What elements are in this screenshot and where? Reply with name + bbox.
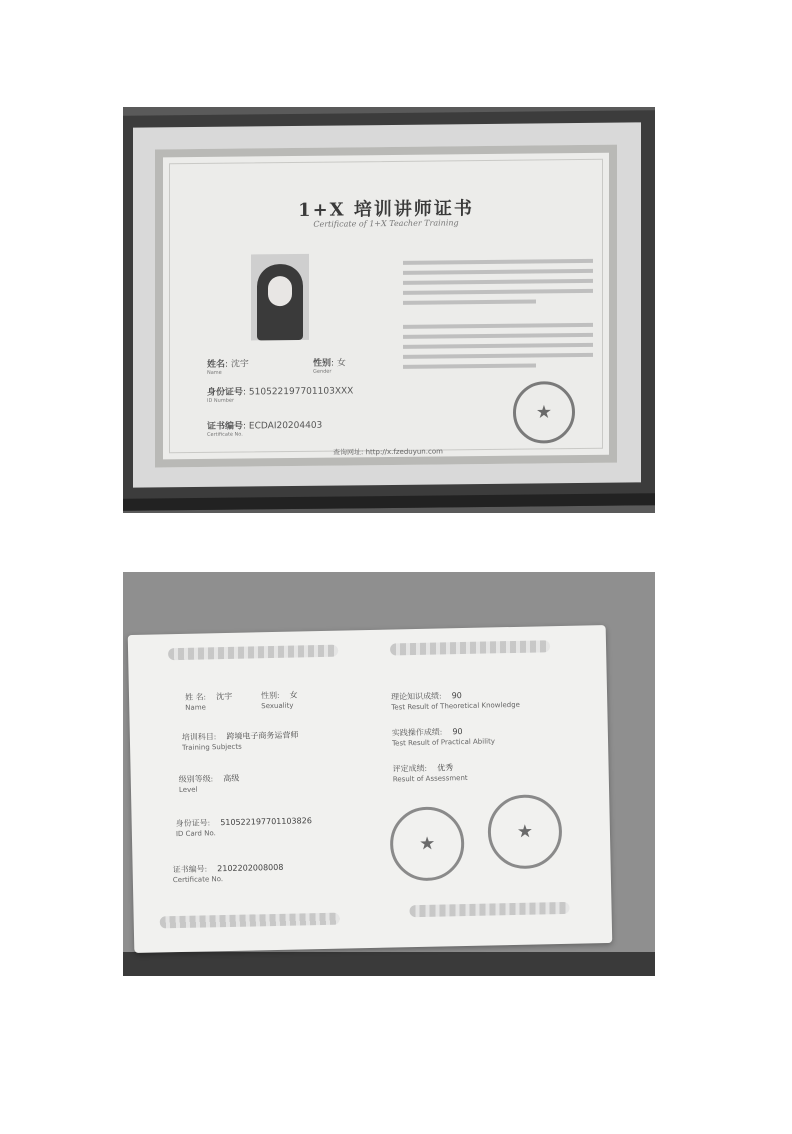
name-value: 沈宇 (230, 359, 249, 370)
assessment-result-field: 评定成绩: 优秀 Result of Assessment (392, 763, 468, 784)
id-label-en: ID Number (207, 397, 234, 404)
star-icon: ★ (516, 821, 534, 843)
theory-label-en: Test Result of Theoretical Knowledge (391, 700, 521, 712)
certificate-number-field: 证书编号: ECDAI20204403 Certificate No. (207, 420, 323, 438)
practice-result-field: 实践操作成绩: 90 Test Result of Practical Ability (391, 727, 496, 748)
certificate-photo-bottom (123, 572, 655, 976)
id-field: 身份证号: 510522197701103826 ID Card No. (175, 816, 312, 839)
gender-label-en: Gender (313, 368, 332, 375)
subject-label-en: Training Subjects (182, 742, 242, 752)
practice-label-en: Test Result of Practical Ability (391, 737, 496, 748)
cert-value: ECDAI20204403 (248, 420, 323, 432)
star-icon: ★ (535, 401, 553, 423)
id-label-en: ID Card No. (175, 829, 216, 839)
theory-value: 90 (451, 691, 462, 701)
bottom-ornament-right (409, 902, 569, 917)
theory-result-field: 理论知识成绩: 90 Test Result of Theoretical Knowledge (390, 691, 521, 712)
bottom-ornament-left (160, 913, 340, 929)
theory-label: 理论知识成绩 (390, 691, 440, 702)
certificate-number-field: 证书编号: 2102202008008 Certificate No. (172, 862, 284, 885)
sex-field: 性别: 女 Sexuality (260, 690, 298, 711)
official-seal-right (487, 794, 563, 870)
subject-field: 培训科目: 跨境电子商务运营师 Training Subjects (181, 730, 299, 752)
id-label: 身份证号 (175, 818, 208, 829)
portrait-photo (251, 254, 309, 341)
monitor-bezel (123, 110, 655, 511)
official-seal-left (389, 806, 465, 882)
assessment-label: 评定成绩 (392, 763, 425, 774)
cert-label: 证书编号 (207, 421, 244, 432)
assessment-value: 优秀 (437, 763, 454, 773)
teacher-certificate (155, 145, 617, 468)
sex-label: 性别 (260, 690, 278, 701)
gender-label: 性别 (313, 358, 332, 369)
cert-label-en: Certificate No. (207, 431, 243, 438)
cert-label-en: Certificate No. (172, 875, 224, 885)
name-field: 姓名: 沈宇 Name (207, 359, 249, 376)
name-label: 姓 名 (184, 692, 204, 702)
id-value: 510522197701103826 (220, 816, 312, 828)
name-label: 姓名 (207, 359, 226, 370)
practice-label: 实践操作成绩 (391, 727, 440, 738)
desk-edge (123, 952, 655, 976)
name-field: 姓 名: 沈宇 Name (184, 691, 233, 712)
certificate-photo-top (123, 107, 655, 513)
id-value: 510522197701103XXX (248, 386, 354, 398)
taskbar (123, 493, 655, 511)
top-ornament-left (168, 645, 338, 661)
level-value: 高级 (223, 773, 240, 784)
official-seal (513, 381, 575, 444)
assessment-label-en: Result of Assessment (392, 773, 468, 784)
certificate-subtitle: Certificate of 1+X Teacher Training (313, 218, 459, 229)
name-value: 沈宇 (216, 691, 233, 702)
sex-value: 女 (289, 690, 298, 700)
gender-value: 女 (336, 358, 346, 369)
subject-label: 培训科目 (181, 732, 214, 742)
id-label: 身份证号 (207, 387, 244, 398)
name-label-en: Name (185, 703, 206, 712)
training-certificate (128, 625, 613, 953)
monitor-screen (133, 122, 641, 487)
cert-value: 2102202008008 (217, 862, 284, 874)
star-icon: ★ (418, 833, 436, 855)
verification-url: 查询网址: http://x.fzeduyun.com (333, 447, 443, 457)
level-label: 级别等级 (178, 774, 211, 785)
verify-label: 查询网址 (333, 448, 361, 457)
certificate-body-text (403, 253, 593, 375)
top-ornament-right (390, 640, 550, 655)
sex-label-en: Sexuality (261, 701, 294, 711)
id-field: 身份证号: 510522197701103XXX ID Number (207, 386, 354, 404)
certificate-title: 1+X 培训讲师证书 (298, 198, 474, 221)
level-label-en: Level (178, 785, 198, 794)
gender-field: 性别: 女 Gender (313, 358, 346, 375)
level-field: 级别等级: 高级 Level (178, 773, 240, 794)
name-label-en: Name (207, 369, 222, 376)
verify-url: http://x.fzeduyun.com (365, 447, 443, 457)
subject-value: 跨境电子商务运营师 (226, 730, 299, 741)
practice-value: 90 (452, 727, 463, 737)
cert-label: 证书编号 (172, 864, 205, 875)
